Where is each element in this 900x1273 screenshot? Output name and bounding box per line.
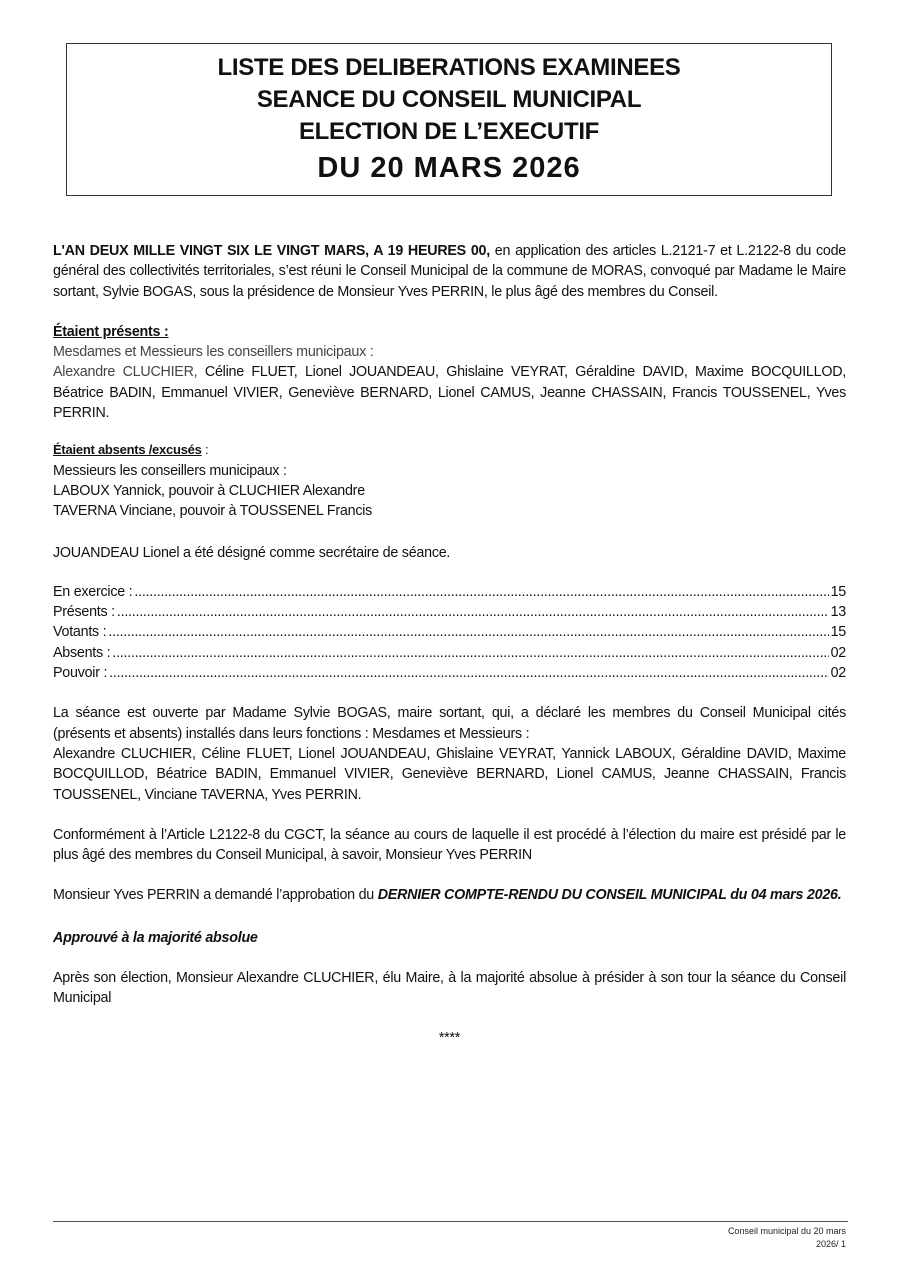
present-names [53,362,846,423]
after-election-paragraph: Après son élection, Monsieur Alexandre CLUCHIER, élu Maire, à la majorité absolue à présider à son tour la séance du Conseil Municipal [53,970,846,1007]
footer-page: 2026/ 1 [815,1239,846,1249]
footer [728,1225,846,1251]
intro-bold: L'AN DEUX MILLE VINGT SIX LE VINGT MARS, A 19 HEURES 00, [53,243,490,259]
present-heading: Étaient présents : [53,323,169,340]
separator: **** [438,1029,461,1046]
footer-divider [53,1221,848,1222]
title-date: DU 20 MARS 2026 [317,152,581,184]
absent-heading: Étaient absents /excusés [53,442,202,458]
footer-line-1: Conseil municipal du 20 mars [727,1226,846,1236]
secretary: JOUANDEAU Lionel a été désigné comme secrétaire de séance. [53,544,451,561]
stat-row [53,582,846,602]
title-line-1: LISTE DES DELIBERATIONS EXAMINEES [217,54,681,81]
stat-value: 15 [830,583,846,600]
approved-note: Approuvé à la majorité absolue [53,929,258,946]
absent-colon: : [201,442,209,458]
absent-item: TAVERNA Vinciane, pouvoir à TOUSSENEL Francis [53,503,373,520]
stat-row [53,643,846,663]
document-body [53,241,846,1048]
stat-label: Pouvoir : [53,665,108,682]
stat-row [53,622,846,642]
installed-members: Alexandre CLUCHIER, Céline FLUET, Lionel JOUANDEAU, Ghislaine VEYRAT, Yannick LABOUX, Géraldine DAVID, Maxime BOCQUILLOD, Béatrice BADIN, Emmanuel VIVIER, Geneviève BERNARD, Lionel CAMUS, Jeanne CHASSAIN, Francis TOUSSENEL, Vinciane TAVERNA, Yves PERRIN. [53,745,846,803]
opening-paragraph: La séance est ouverte par Madame Sylvie BOGAS, maire sortant, qui, a déclaré les membres du Conseil Municipal cités (présents et absents) installés dans leurs fonctions : Mesdames et Messieurs : [53,705,846,742]
stat-value: 13 [830,604,846,621]
stat-label: En exercice : [53,583,133,600]
intro-paragraph [53,241,846,302]
present-first: Alexandre CLUCHIER, [53,364,198,381]
absent-heading-line [53,440,846,460]
present-subtitle: Mesdames et Messieurs les conseillers municipaux : [53,344,374,361]
absent-item: LABOUX Yannick, pouvoir à CLUCHIER Alexandre [53,482,365,499]
approval-emphasis: DERNIER COMPTE-RENDU DU CONSEIL MUNICIPAL du 04 mars 2026. [377,887,842,904]
stat-row [53,602,846,622]
stat-value: 15 [830,624,846,641]
stat-value: 02 [830,644,846,661]
intro-text: en application des articles L.2121-7 et L.2122-8 du code général des collectivités territoriales, s’est réuni le Conseil Municipal de la commune de MORAS, convoqué par Madame le Maire sortant, Sylvie BOGAS, sous la présidence de Monsieur Yves PERRIN, le plus âgé des membres du Conseil. [53,243,846,300]
stat-row [53,663,846,683]
stat-label: Absents : [53,644,111,661]
approval-text: Monsieur Yves PERRIN a demandé l’approbation du [53,887,378,904]
stat-label: Votants : [53,624,107,641]
stat-label: Présents : [53,604,115,621]
title-line-3: ELECTION DE L’EXECUTIF [298,118,600,145]
approval-paragraph [53,885,846,905]
conformement-paragraph: Conformément à l’Article L2122-8 du CGCT, la séance au cours de laquelle il est procédé à l’élection du maire est présidé par le plus âgé des membres du Conseil Municipal, à savoir, Monsieur Yves PERRIN [53,826,846,864]
stat-value: 02 [830,665,846,682]
present-list: Céline FLUET, Lionel JOUANDEAU, Ghislaine VEYRAT, Géraldine DAVID, Maxime BOCQUILLOD, Béatrice BADIN, Emmanuel VIVIER, Geneviève BERNARD, Lionel CAMUS, Jeanne CHASSAIN, Francis TOUSSENEL, Yves PERRIN. [53,364,847,422]
absent-subtitle: Messieurs les conseillers municipaux : [53,462,287,479]
title-line-2: SEANCE DU CONSEIL MUNICIPAL [256,86,642,113]
title-box [66,43,832,196]
